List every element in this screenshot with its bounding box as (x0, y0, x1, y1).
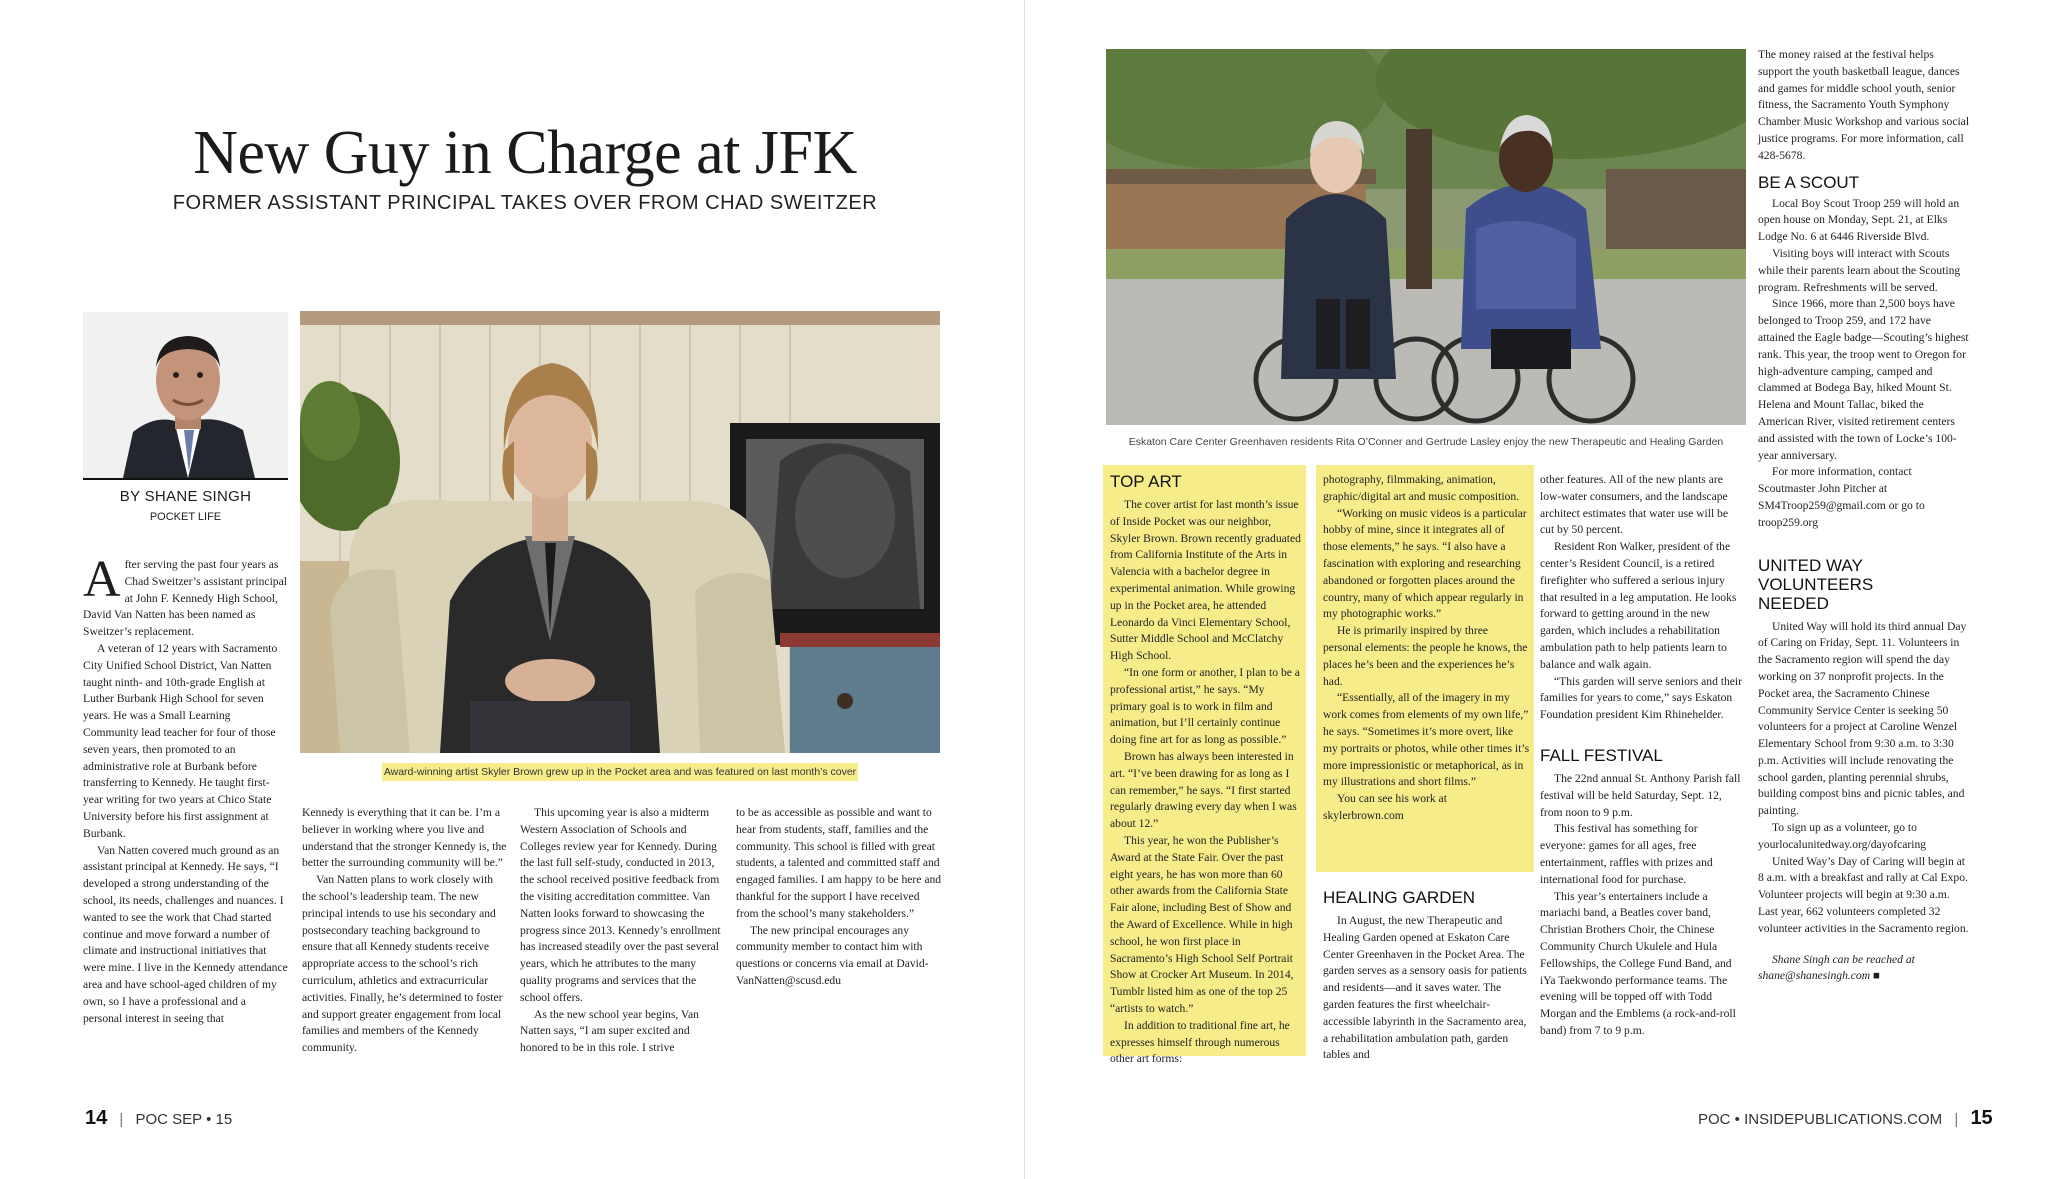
paragraph: Van Natten plans to work closely with the school’s leadership team. The new principal intends to use his secondary and postsecondary teaching background to ensure that all Kennedy students receive appropriate access to the school’s rich curriculum, athletics and extracurricular activities. Finally, he’s determined to foster and support greater engagement from local families and members of the Kennedy community. (302, 873, 503, 1055)
paragraph: The 22nd annual St. Anthony Parish fall festival will be held Saturday, Sept. 12, from noon to 9 p.m. (1540, 771, 1741, 819)
author-signoff (1758, 952, 1970, 986)
paragraph: A veteran of 12 years with Sacramento City Unified School District, Van Natten taught ninth- and 10th-grade English at Luther Burbank High School for seven years. He was a Small Learning Community lead teacher for four of those seven years, then promoted to an administrative role at Burbank before transferring to Kennedy. He taught first-year writing for two years at Chico State University before his first assignment at Burbank. (83, 641, 278, 840)
paragraph: To sign up as a volunteer, go to yourlocalunitedway.org/dayofcaring (1758, 821, 1927, 851)
paragraph: This festival has something for everyone: games for all ages, free entertainment, raffles with prizes and international food for purchase. (1540, 822, 1713, 886)
article-title: New Guy in Charge at JFK (193, 119, 857, 187)
article-column-4 (736, 805, 943, 990)
folio-text: POC SEP • 15 (135, 1111, 233, 1128)
paragraph: Brown has always been interested in art. “I’ve been drawing for as long as I can remember,” he says. “I first started regularly drawing every day when I was about 12.” (1110, 749, 1297, 831)
signoff-text: Shane Singh can be reached at shane@shanesingh.com (1758, 952, 1915, 983)
author-portrait (83, 312, 288, 478)
paragraph: This year’s entertainers include a mariachi band, a Beatles cover band, Christian Brothers Choir, the Chinese Community Church Ukulele and Hula Fellowships, the College Fund Band, and iYa Taekwondo performance teams. The evening will be topped off with Todd Morgan and the Emblems (a rock-and-roll band) from 7 to 9 p.m. (1540, 889, 1736, 1037)
top-art-heading: TOP ART (1110, 472, 1182, 491)
garden-residents-photo (1106, 49, 1746, 425)
top-art-column-2 (1323, 472, 1530, 825)
paragraph: In addition to traditional fine art, he expresses himself through numerous other art forms: (1110, 1018, 1290, 1066)
paragraph: For more information, contact Scoutmaster John Pitcher at SM4Troop259@gmail.com or go to troop259.org (1758, 465, 1925, 529)
paragraph: The cover artist for last month’s issue of Inside Pocket was our neighbor, Skyler Brown. Brown recently graduated from California Institute of the Arts in Valencia with a bachelor degree in experimental animation. While growing up in the Pocket area, he attended Leonardo da Vinci Elementary School, Sutter Middle School and McClatchy High School. (1110, 498, 1301, 663)
paragraph: Local Boy Scout Troop 259 will hold an open house on Monday, Sept. 21, at Elks Lodge No. 6 at 6446 Riverside Blvd. (1758, 196, 1960, 244)
united-way-heading: UNITED WAY VOLUNTEERS NEEDED (1758, 555, 1874, 613)
right-column-4 (1758, 47, 1970, 985)
paragraph: Kennedy is everything that it can be. I’m a believer in working where you live and understand that the stronger Kennedy is, the better the surrounding community will be.” (302, 806, 507, 870)
byline-publication: POCKET LIFE (149, 511, 222, 523)
paragraph: “Essentially, all of the imagery in my work comes from elements of my own life,” he says. “Sometimes it’s more overt, like my portraits or photos, while other times it’s more impressionistic or metaphorical, as in my illustrations and short films.” (1323, 691, 1530, 789)
top-art-column-1 (1110, 472, 1302, 1068)
paragraph: This upcoming year is also a midterm Western Association of Schools and Colleges review year for Kennedy. During the last full self-study, conducted in 2013, the school received positive feedback from the visiting accreditation committee. Van Natten looks forward to showcasing the progress since 2013. Kennedy’s enrollment has increased steadily over the past several years, which he attributes to the many quality programs and services that the school offers. (520, 806, 721, 1004)
drop-cap: A (83, 551, 121, 608)
paragraph: “Working on music videos is a particular hobby of mine, since it integrates all of those elements,” he says. “I also have a fascination with exploring and researching abandoned or forgotten places around the country, many of which appear regularly in my photographic works.” (1323, 506, 1527, 621)
page-number: 15 (1970, 1107, 1993, 1129)
paragraph: photography, filmmaking, animation, graphic/digital art and music composition. (1323, 473, 1520, 503)
be-a-scout-heading: BE A SCOUT (1758, 172, 1860, 192)
paragraph: Resident Ron Walker, president of the center’s Resident Council, is a retired firefighter who suffered a serious injury that resulted in a leg amputation. He looks forward to getting around in the new garden, which includes a rehabilitation ambulation path to help patients learn to balance and walk again. (1540, 540, 1737, 671)
article-column-2 (302, 805, 509, 1057)
paragraph: United Way will hold its third annual Day of Caring on Friday, Sept. 11. Volunteers in the Sacramento region will spend the day working on 37 nonprofit projects. In the Pocket area, the Sacramento Chinese Community Service Center is seeking 50 volunteers for a project at Caroline Wenzel Elementary School from 9:30 a.m. to 3:30 p.m. Activities will include renovating the school garden, planting perennial shrubs, building compost bins and picnic tables, and painting. (1758, 619, 1967, 818)
paragraph: As the new school year begins, Van Natten says, “I am super excited and honored to be in this role. I strive (520, 1007, 699, 1055)
paragraph: Since 1966, more than 2,500 boys have belonged to Troop 259, and 172 have attained the Eagle badge—Scouting’s highest rank. This year, the troop went to Oregon for high-adventure camping, camped and clammed at Bodega Bay, hiked Mount St. Helena and Mount Tallac, biked the American River, visited retirement centers and assisted with the town of Locke’s 100-year anniversary. (1758, 297, 1969, 462)
spread-gutter (1024, 0, 1025, 1179)
right-folio: POC • INSIDEPUBLICATIONS.COM | 15 (1698, 1107, 1993, 1129)
paragraph: This year, he won the Publisher’s Award at the State Fair. Over the past eight years, he has won more than 60 other awards from the California State Fair alone, including Best of Show and the Award of Excellence. While in high school, he won first place in Sacramento’s High School Self Portrait Show at Crocker Art Museum. In 2014, Tumblr listed him as one of the top 25 “artists to watch.” (1110, 833, 1294, 1015)
page-number: 14 (85, 1107, 108, 1129)
fall-festival-heading: FALL FESTIVAL (1540, 745, 1663, 765)
paragraph: Visiting boys will interact with Scouts while their parents learn about the Scouting program. Refreshments will be served. (1758, 246, 1961, 294)
healing-garden-section (1323, 888, 1530, 1064)
folio-text: POC • INSIDEPUBLICATIONS.COM (1698, 1111, 1943, 1128)
paragraph: “This garden will serve seniors and their families for years to come,” says Eskaton Foundation president Kim Rhinehelder. (1540, 674, 1743, 722)
paragraph: other features. All of the new plants are low-water consumers, and the landscape architect estimates that water use will be cut by 50 percent. (1540, 473, 1729, 537)
garden-photo-caption: Eskaton Care Center Greenhaven residents Rita O’Conner and Gertrude Lasley enjoy the new Therapeutic and Healing Garden (1128, 436, 1724, 448)
end-mark: ■ (1873, 969, 1881, 983)
article-column-3 (520, 805, 727, 1057)
paragraph: fter serving the past four years as Chad Sweitzer’s assistant principal at John F. Kennedy High School, David Van Natten has been named as Sweitzer’s replacement. (83, 558, 287, 639)
photo-caption: Award-winning artist Skyler Brown grew up in the Pocket area and was featured on last month’s cover (382, 763, 858, 781)
article-column-1 (83, 551, 288, 1027)
artist-photo (300, 311, 940, 753)
paragraph: He is primarily inspired by three personal elements: the people he knows, the places he’s been and the experiences he’s had. (1323, 624, 1528, 688)
left-folio: 14 | POC SEP • 15 (85, 1107, 233, 1129)
paragraph: United Way’s Day of Caring will begin at 8 a.m. with a breakfast and rally at Cal Expo. Volunteer projects will begin at 9:30 a.m. Last year, 662 volunteers completed 32 volunteer activities in the Sacramento region. (1758, 854, 1969, 935)
byline: BY SHANE SINGH (119, 488, 252, 505)
paragraph: The new principal encourages any community member to contact him with questions or concerns via email at David-VanNatten@scusd.edu (736, 923, 929, 987)
paragraph: Van Natten covered much ground as an assistant principal at Kennedy. He says, “I developed a strong understanding of the school, its needs, challenges and nuances. I wanted to see the work that Chad started continue and move forward a number of climate and instructional initiatives that were mine. I live in the Kennedy attendance area and have school-aged children of my own, so I have a professional and a personal interest in seeing that (83, 843, 288, 1025)
paragraph: to be as accessible as possible and want to hear from students, staff, families and the community. This school is filled with great students, a talented and committed staff and engaged families. I am happy to be here and thankful for the support I have received from the school’s many stakeholders.” (736, 806, 942, 920)
article-subtitle: FORMER ASSISTANT PRINCIPAL TAKES OVER FROM CHAD SWEITZER (172, 192, 878, 214)
paragraph: “In one form or another, I plan to be a professional artist,” he says. “My primary goal is to work in film and animation, but I’ll certainly continue doing fine art for as long as possible.” (1110, 665, 1300, 747)
paragraph: You can see his work at skylerbrown.com (1323, 792, 1447, 822)
right-column-3 (1540, 472, 1745, 1040)
paragraph: The money raised at the festival helps support the youth basketball league, dances and games for middle school youth, senior fitness, the Sacramento Youth Symphony Chamber Music Workshop and various social justice programs. For more information, call 428-5678. (1758, 48, 1970, 162)
byline-rule (83, 478, 288, 480)
healing-garden-heading: HEALING GARDEN (1323, 888, 1476, 907)
paragraph: In August, the new Therapeutic and Healing Garden opened at Eskaton Care Center Greenhaven in the Pocket Area. The garden serves as a sensory oasis for patients and residents—and it saves water. The garden features the first wheelchair-accessible labyrinth in the Sacramento area, a rehabilitation ambulation path, garden tables and (1323, 914, 1527, 1062)
